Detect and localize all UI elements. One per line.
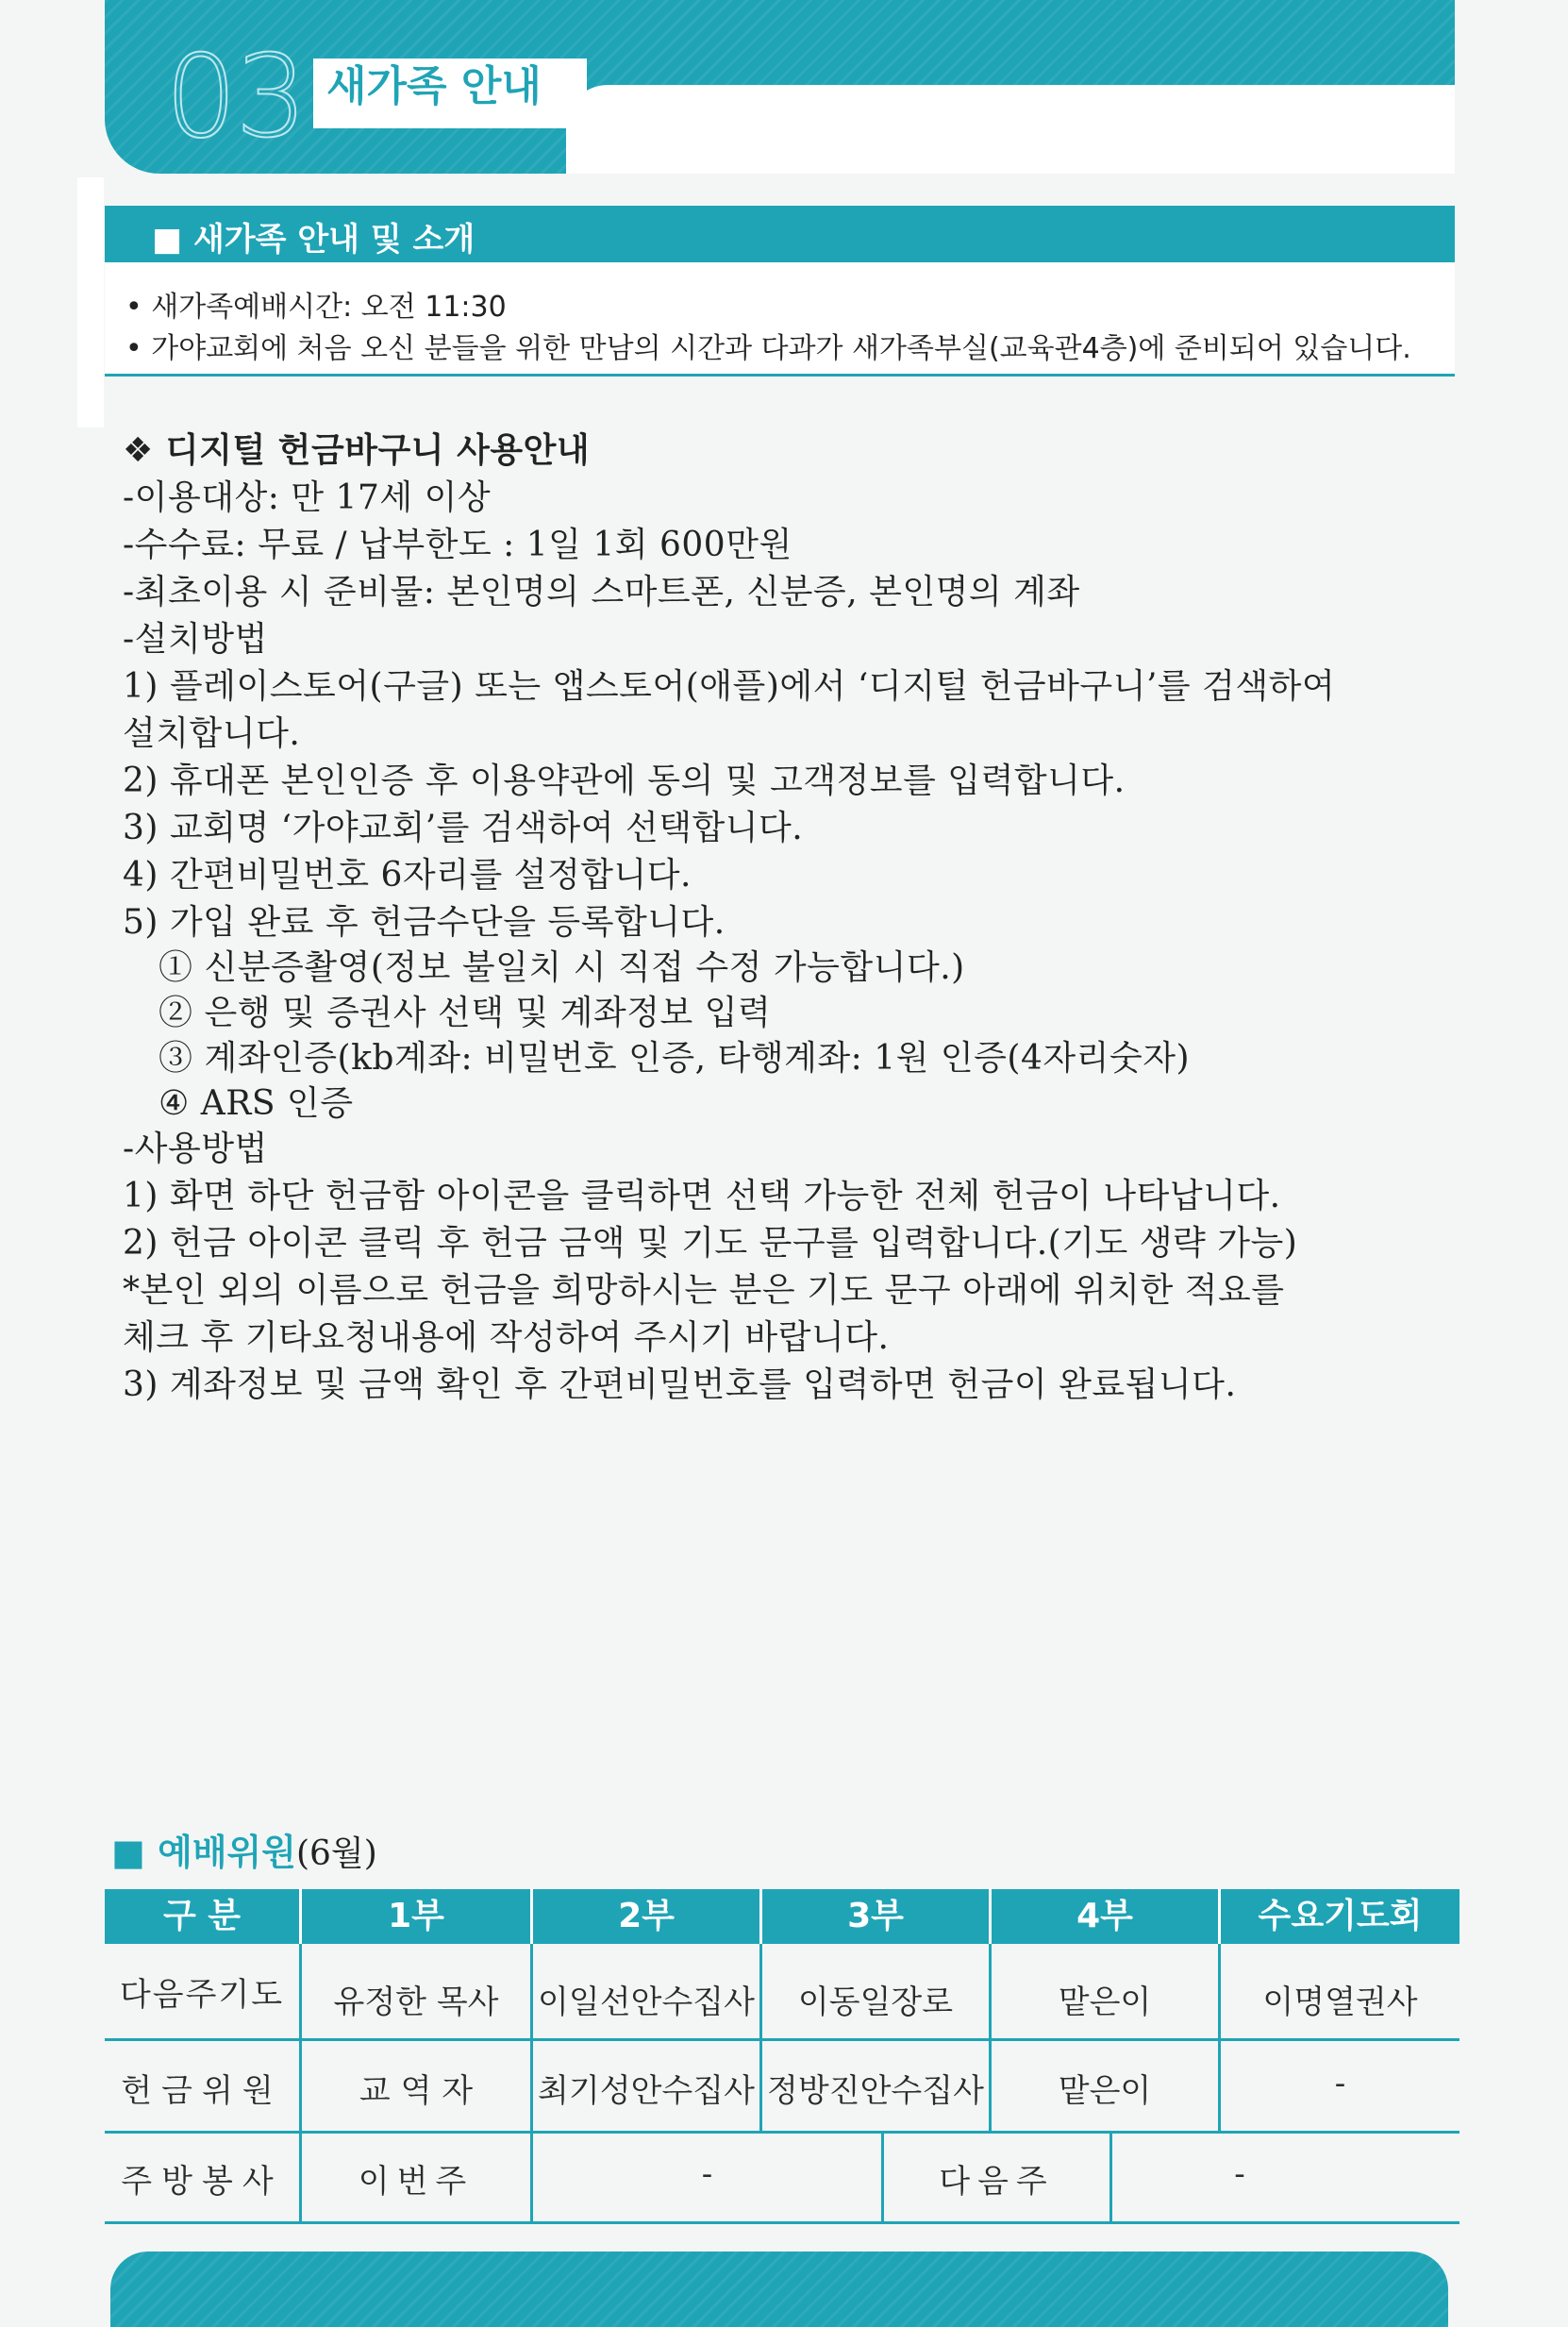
row-divider <box>105 2221 1460 2224</box>
header-divider <box>530 1889 533 1944</box>
committee-heading <box>111 1823 377 1875</box>
committee-subtitle: (6월) <box>295 1834 377 1873</box>
guide-line: 3) 계좌정보 및 금액 확인 후 간편비밀번호를 입력하면 헌금이 완료됩니다. <box>123 1365 1237 1404</box>
info-line: • 가야교회에 처음 오신 분들을 위한 만남의 시간과 다과가 새가족부실(교육관4층)에 준비되어 있습니다. <box>125 332 1411 365</box>
left-margin-strip <box>77 177 104 427</box>
table-cell: 이동일장로 <box>797 1984 954 2021</box>
row-divider <box>105 2038 1460 2041</box>
table-header-cell: 수요기도회 <box>1258 1897 1423 1935</box>
section-title: 새가족 안내 <box>326 62 542 110</box>
guide-title: ❖ 디지털 헌금바구니 사용안내 <box>123 431 591 470</box>
guide-line: 3) 교회명 ‘가야교회’를 검색하여 선택합니다. <box>123 809 804 847</box>
guide-line: 1) 화면 하단 헌금함 아이콘을 클릭하면 선택 가능한 전체 헌금이 나타납니다. <box>123 1177 1281 1215</box>
table-cell: - <box>1334 2065 1346 2102</box>
header-divider <box>1218 1889 1221 1944</box>
guide-line: -사용방법 <box>123 1130 268 1168</box>
section-number: 03 <box>165 32 306 163</box>
kitchen-this-week-label: 이번주 <box>358 2163 475 2201</box>
guide-subline: ② 은행 및 증권사 선택 및 계좌정보 입력 <box>158 994 772 1032</box>
header-divider <box>989 1889 992 1944</box>
table-header-cell: 2부 <box>618 1897 675 1935</box>
guide-line: -수수료: 무료 / 납부한도 : 1일 1회 600만원 <box>123 526 792 564</box>
header-divider <box>759 1889 762 1944</box>
guide-line: 1) 플레이스토어(구글) 또는 앱스토어(애플)에서 ‘디지털 헌금바구니’를 검색하여 <box>123 667 1336 706</box>
table-row-header: 주방봉사 <box>121 2163 283 2201</box>
guide-line: 5) 가입 완료 후 헌금수단을 등록합니다. <box>123 903 726 942</box>
table-cell: 정방진안수집사 <box>767 2072 984 2110</box>
guide-line: 설치합니다. <box>123 714 301 753</box>
header-divider <box>299 1889 302 1944</box>
column-divider <box>1218 1944 1221 2131</box>
guide-subline: ① 신분증촬영(정보 불일치 시 직접 수정 가능합니다.) <box>158 948 965 987</box>
page-footer-band <box>110 2252 1448 2327</box>
guide-line: -이용대상: 만 17세 이상 <box>123 478 492 517</box>
guide-subline: ③ 계좌인증(kb계좌: 비밀번호 인증, 타행계좌: 1원 인증(4자리숫자) <box>158 1039 1191 1078</box>
guide-line: 2) 헌금 아이콘 클릭 후 헌금 금액 및 기도 문구를 입력합니다.(기도 생략 가능) <box>123 1224 1298 1263</box>
kitchen-next-week-value: - <box>1234 2155 1245 2193</box>
info-line: • 새가족예배시간: 오전 11:30 <box>125 291 507 324</box>
table-row-header: 헌금위원 <box>121 2072 283 2110</box>
committee-title: ■ 예배위원 <box>111 1832 296 1873</box>
info-title-bar <box>105 206 1455 262</box>
guide-line: -설치방법 <box>123 620 268 659</box>
row-divider <box>105 2131 1460 2134</box>
info-box <box>105 262 1455 377</box>
table-cell: 맡은이 <box>1058 1984 1152 2021</box>
guide-line: 체크 후 기타요청내용에 작성하여 주시기 바랍니다. <box>123 1318 890 1357</box>
table-cell: 최기성안수집사 <box>538 2072 755 2110</box>
title-tab-extension <box>566 85 1455 174</box>
table-header-cell: 1부 <box>388 1897 444 1935</box>
kitchen-next-week-label: 다음주 <box>939 2163 1055 2201</box>
guide-line: -최초이용 시 준비물: 본인명의 스마트폰, 신분증, 본인명의 계좌 <box>123 573 1080 611</box>
table-cell: 이명열권사 <box>1262 1984 1418 2021</box>
table-cell: 이일선안수집사 <box>538 1984 755 2021</box>
info-title: ■ 새가족 안내 및 소개 <box>152 221 475 259</box>
table-cell: 맡은이 <box>1058 2072 1152 2110</box>
guide-subline: ④ ARS 인증 <box>158 1084 354 1123</box>
guide-line: 2) 휴대폰 본인인증 후 이용약관에 동의 및 고객정보를 입력합니다. <box>123 762 1126 800</box>
table-row-header: 다음주기도 <box>119 1976 285 2014</box>
table-cell: 유정한 목사 <box>333 1984 499 2021</box>
table-header-cell: 구 분 <box>162 1897 242 1935</box>
guide-line: 4) 간편비밀번호 6자리를 설정합니다. <box>123 856 692 895</box>
table-header-cell: 4부 <box>1076 1897 1133 1935</box>
guide-line: *본인 외의 이름으로 헌금을 희망하시는 분은 기도 문구 아래에 위치한 적요를 <box>123 1271 1285 1310</box>
table-cell: 교 역 자 <box>359 2072 474 2110</box>
table-header-cell: 3부 <box>847 1897 904 1935</box>
table-header-row <box>105 1889 1460 1944</box>
kitchen-this-week-value: - <box>701 2155 713 2193</box>
